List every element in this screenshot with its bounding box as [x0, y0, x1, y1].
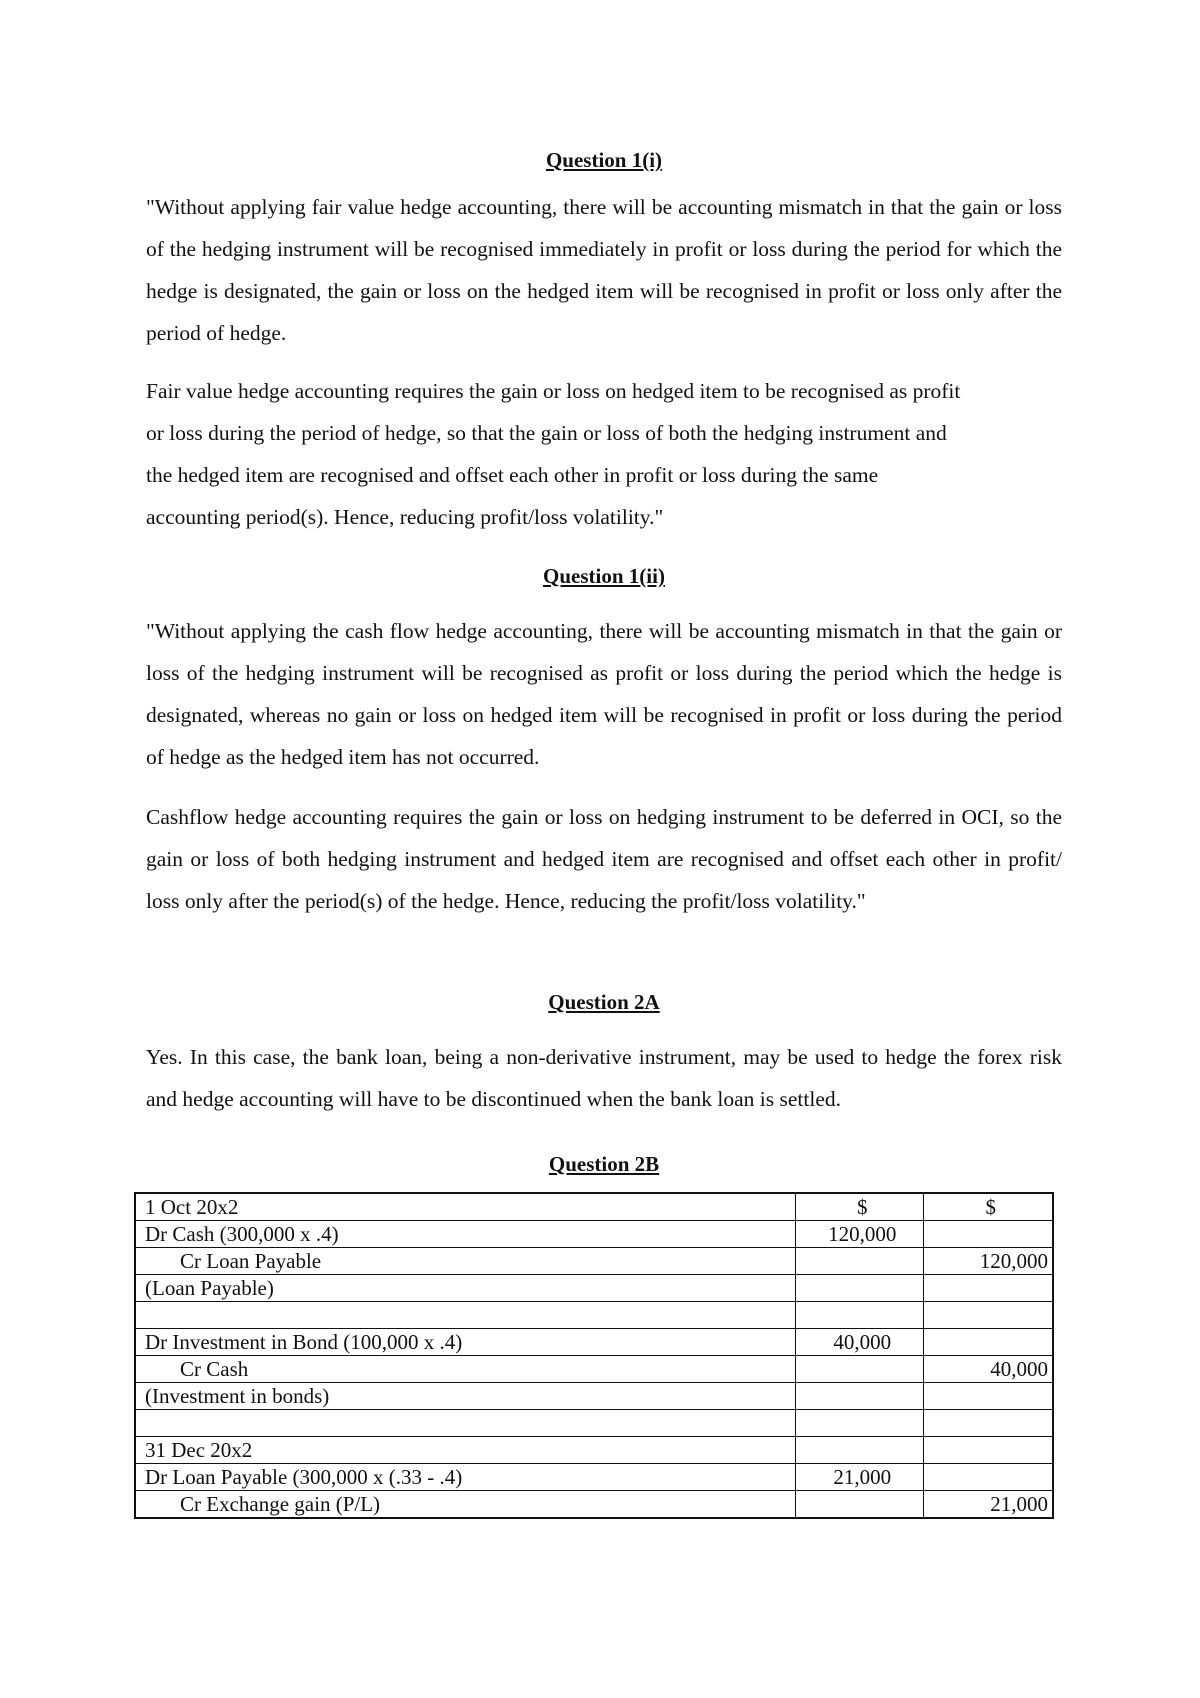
- table-row: [135, 1248, 1053, 1275]
- credit-amount: [924, 1410, 1053, 1437]
- debit-amount: 21,000: [796, 1464, 924, 1491]
- debit-amount: [796, 1437, 924, 1464]
- table-row: [135, 1275, 1053, 1302]
- credit-amount: 40,000: [924, 1356, 1053, 1383]
- row-description: [135, 1302, 796, 1329]
- table-row: [135, 1329, 1053, 1356]
- journal-entries-table: [134, 1192, 1054, 1519]
- question-1i-paragraph-2: Fair value hedge accounting requires the gain or loss on hedged item to be recognised as profit or loss during the period of hedge, so that the gain or loss of both the hedging instrument and the hedged item are recognised and offset each other in profit or loss during the same accounting period(s). Hence, reducing profit/loss volatility.": [146, 379, 961, 529]
- table-row: [135, 1437, 1053, 1464]
- credit-column-header: $: [924, 1193, 1053, 1221]
- credit-amount: [924, 1383, 1053, 1410]
- debit-column-header: $: [796, 1193, 924, 1221]
- credit-amount: 120,000: [924, 1248, 1053, 1275]
- row-description: 31 Dec 20x2: [135, 1437, 796, 1464]
- table-row: [135, 1464, 1053, 1491]
- row-description: (Loan Payable): [135, 1275, 796, 1302]
- credit-amount: [924, 1464, 1053, 1491]
- table-row: [135, 1356, 1053, 1383]
- question-1i-heading: Question 1(i): [545, 148, 663, 172]
- debit-amount: [796, 1383, 924, 1410]
- table-row: [135, 1491, 1053, 1519]
- row-description: Dr Cash (300,000 x .4): [135, 1221, 796, 1248]
- debit-amount: 120,000: [796, 1221, 924, 1248]
- debit-amount: [796, 1275, 924, 1302]
- table-row: [135, 1383, 1053, 1410]
- row-description: Cr Exchange gain (P/L): [135, 1491, 796, 1519]
- debit-amount: [796, 1302, 924, 1329]
- question-2a-paragraph: Yes. In this case, the bank loan, being a non-derivative instrument, may be used to hedge the forex risk and hedge accounting will have to be discontinued when the bank loan is settled.: [146, 1045, 1062, 1111]
- row-description: [135, 1410, 796, 1437]
- question-1ii-heading: Question 1(ii): [543, 564, 665, 588]
- question-1i-paragraph-1: "Without applying fair value hedge accounting, there will be accounting mismatch in that the gain or loss of the hedging instrument will be recognised immediately in profit or loss during the period for which the hedge is designated, the gain or loss on the hedged item will be recognised in profit or loss only after the period of hedge.: [146, 195, 1062, 345]
- question-2b-heading: Question 2B: [548, 1152, 660, 1176]
- table-row: [135, 1302, 1053, 1329]
- row-description: Cr Cash: [135, 1356, 796, 1383]
- table-row: [135, 1410, 1053, 1437]
- debit-amount: [796, 1410, 924, 1437]
- debit-amount: [796, 1356, 924, 1383]
- credit-amount: [924, 1329, 1053, 1356]
- credit-amount: [924, 1302, 1053, 1329]
- question-2a-heading: Question 2A: [548, 990, 660, 1014]
- debit-amount: [796, 1248, 924, 1275]
- question-1ii-paragraph-1: "Without applying the cash flow hedge accounting, there will be accounting mismatch in that the gain or loss of the hedging instrument will be recognised as profit or loss during the period which the hedge is designated, whereas no gain or loss on hedged item will be recognised in profit or loss during the period of hedge as the hedged item has not occurred.: [146, 619, 1062, 769]
- table-row: [135, 1221, 1053, 1248]
- debit-amount: 40,000: [796, 1329, 924, 1356]
- credit-amount: [924, 1437, 1053, 1464]
- debit-amount: [796, 1491, 924, 1519]
- credit-amount: 21,000: [924, 1491, 1053, 1519]
- question-1ii-paragraph-2: Cashflow hedge accounting requires the gain or loss on hedging instrument to be deferred in OCI, so the gain or loss of both hedging instrument and hedged item are recognised and offset each other in profit/ loss only after the period(s) of the hedge. Hence, reducing the profit/loss volatility.": [146, 805, 1062, 913]
- row-description: 1 Oct 20x2: [135, 1193, 796, 1221]
- credit-amount: [924, 1275, 1053, 1302]
- row-description: (Investment in bonds): [135, 1383, 796, 1410]
- credit-amount: [924, 1221, 1053, 1248]
- row-description: Dr Investment in Bond (100,000 x .4): [135, 1329, 796, 1356]
- row-description: Cr Loan Payable: [135, 1248, 796, 1275]
- table-row: [135, 1193, 1053, 1221]
- row-description: Dr Loan Payable (300,000 x (.33 - .4): [135, 1464, 796, 1491]
